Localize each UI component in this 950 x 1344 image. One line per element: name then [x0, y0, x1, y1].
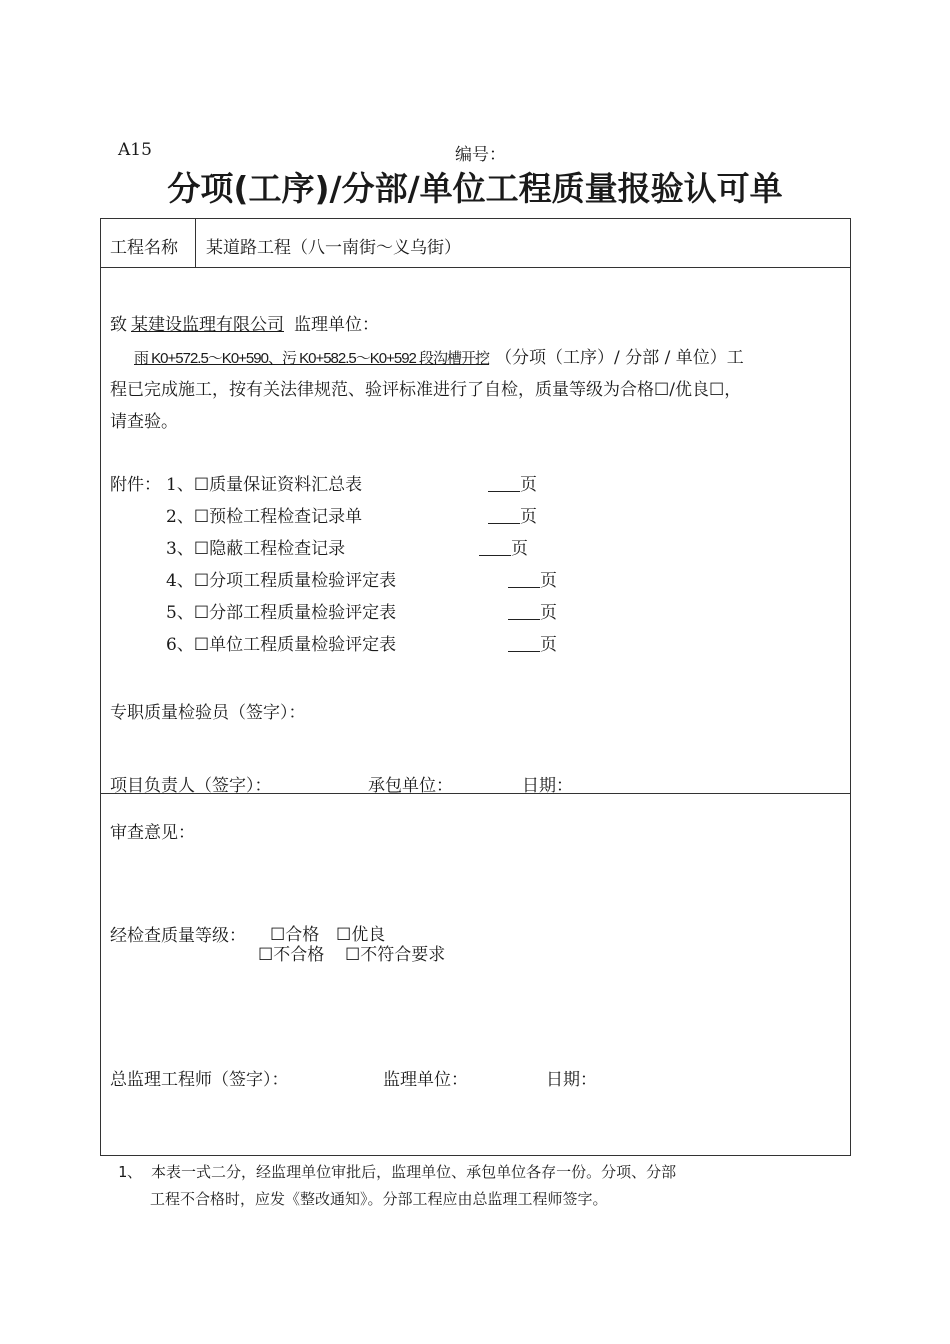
quality-grade-label: 经检查质量等级：: [110, 926, 246, 946]
contractor-unit-label: 承包单位：: [368, 776, 453, 796]
attachment-item: 5、☐分部工程质量检验评定表: [166, 603, 397, 623]
work-item-suffix: （分项（工序）/ 分部 / 单位）工: [495, 348, 744, 368]
attachment-item: 2、☐预检工程检查记录单: [166, 507, 363, 527]
notice-line-3: 请查验。: [110, 412, 178, 432]
footnote-line-1: 1、 本表一式二分，经监理单位审批后，监理单位、承包单位各存一份。分项、分部: [118, 1163, 677, 1181]
notice-addressee: [110, 310, 379, 335]
notice-line-2: 程已完成施工，按有关法律规范、验评标准进行了自检，质量等级为合格☐/优良☐，: [110, 380, 742, 400]
notice-line-1: [110, 343, 744, 368]
attachment-pages: 页: [479, 534, 528, 559]
column-divider: [195, 218, 196, 267]
attachment-pages: 页: [508, 630, 557, 655]
grade-option-pass[interactable]: ☐合格: [270, 925, 320, 945]
grade-option-nonconforming[interactable]: ☐不符合要求: [345, 945, 446, 965]
grade-option-fail[interactable]: ☐不合格: [258, 945, 325, 965]
supervision-unit-label: 监理单位：: [294, 315, 379, 335]
supervision-date-label: 日期：: [546, 1070, 597, 1090]
attachments-label: 附件：: [110, 475, 161, 495]
project-name-value: 某道路工程（八一南街～义乌街）: [206, 238, 461, 258]
attachment-item: 3、☐隐蔽工程检查记录: [166, 539, 346, 559]
form-number-label: 编号：: [455, 145, 506, 165]
chief-supervisor-signature-label: 总监理工程师（签字）：: [110, 1070, 289, 1090]
attachment-item: 4、☐分项工程质量检验评定表: [166, 571, 397, 591]
attachment-pages: 页: [488, 502, 537, 527]
work-item: 雨 K0+572.5～K0+590、污 K0+582.5～K0+592 段沟槽开挖: [134, 350, 490, 367]
supervision-company: 某建设监理有限公司: [131, 315, 284, 335]
notice-to: 致: [110, 315, 127, 335]
attachment-pages: 页: [508, 598, 557, 623]
inspector-signature-label: 专职质量检验员（签字）：: [110, 703, 306, 723]
attachment-pages: 页: [488, 470, 537, 495]
form-code: A15: [118, 140, 152, 160]
project-name-label: 工程名称: [110, 238, 178, 258]
grade-option-excellent[interactable]: ☐优良: [336, 925, 386, 945]
attachment-pages: 页: [508, 566, 557, 591]
contractor-date-label: 日期：: [522, 776, 573, 796]
attachment-item: 1、☐质量保证资料汇总表: [166, 475, 363, 495]
attachment-item: 6、☐单位工程质量检验评定表: [166, 635, 397, 655]
row-divider: [100, 267, 851, 268]
footnote-line-2: 工程不合格时，应发《整改通知》。分部工程应由总监理工程师签字。: [150, 1190, 608, 1208]
form-title: 分项(工序)/分部/单位工程质量报验认可单: [167, 169, 783, 208]
supervision-unit-sign-label: 监理单位：: [383, 1070, 468, 1090]
project-manager-signature-label: 项目负责人（签字）：: [110, 776, 272, 796]
review-opinion-label: 审查意见：: [110, 823, 195, 843]
